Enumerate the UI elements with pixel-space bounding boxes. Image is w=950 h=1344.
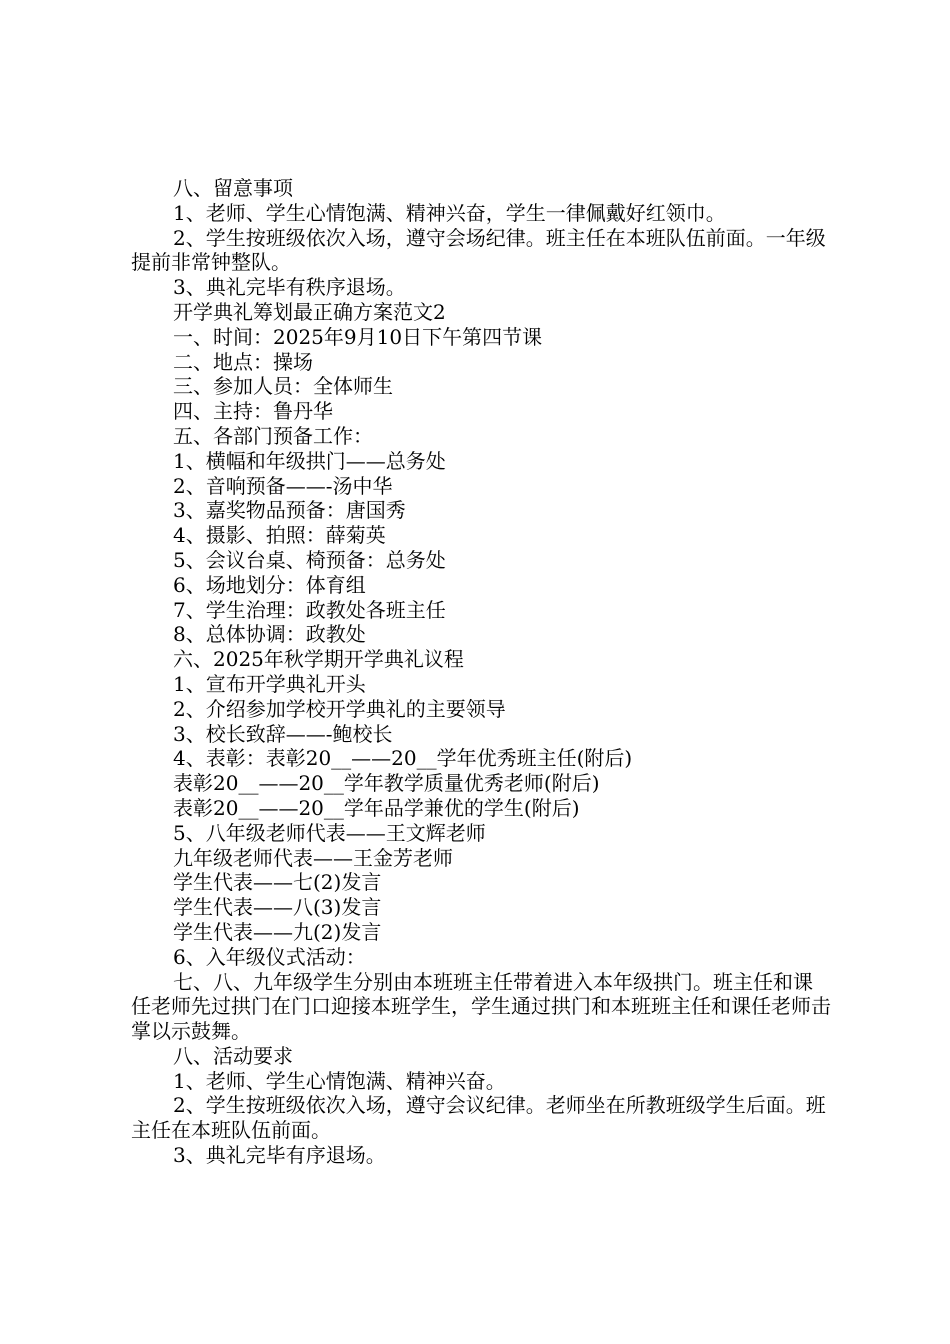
agenda-item-4-sub-2: 表彰20__——20__学年品学兼优的学生(附后) — [173, 795, 580, 820]
requirement-item-3: 3、典礼完毕有序退场。 — [173, 1143, 386, 1168]
section-time: 一、时间：2025年9月10日下午第四节课 — [173, 324, 543, 349]
note-item-1: 1、老师、学生心情饱满、精神兴奋，学生一律佩戴好红领巾。 — [173, 200, 726, 225]
section-preparation: 五、各部门预备工作： — [173, 423, 373, 448]
agenda-item-5-sub-4: 学生代表——九(2)发言 — [173, 919, 382, 944]
document-page — [131, 176, 831, 1168]
agenda-item-3: 3、校长致辞——-鲍校长 — [173, 721, 393, 746]
prep-item-6: 6、场地划分：体育组 — [173, 572, 366, 597]
document-subtitle: 开学典礼筹划最正确方案范文2 — [173, 299, 446, 324]
prep-item-7: 7、学生治理：政教处各班主任 — [173, 597, 446, 622]
note-item-3: 3、典礼完毕有秩序退场。 — [173, 275, 406, 300]
prep-item-5: 5、会议台桌、椅预备：总务处 — [173, 547, 446, 572]
requirement-item-1: 1、老师、学生心情饱满、精神兴奋。 — [173, 1068, 506, 1093]
agenda-item-5: 5、八年级老师代表——王文辉老师 — [173, 820, 486, 845]
prep-item-4: 4、摄影、拍照：薛菊英 — [173, 523, 386, 548]
agenda-item-5-sub-3: 学生代表——八(3)发言 — [173, 895, 382, 920]
section-requirements: 八、活动要求 — [173, 1043, 293, 1068]
prep-item-1: 1、横幅和年级拱门——总务处 — [173, 448, 446, 473]
agenda-item-1: 1、宣布开学典礼开头 — [173, 671, 366, 696]
prep-item-3: 3、嘉奖物品预备：唐国秀 — [173, 498, 406, 523]
prep-item-2: 2、音响预备——-汤中华 — [173, 473, 393, 498]
agenda-item-4-sub-1: 表彰20__——20__学年教学质量优秀老师(附后) — [173, 771, 600, 796]
section-agenda: 六、2025年秋学期开学典礼议程 — [173, 647, 464, 672]
prep-item-8: 8、总体协调：政教处 — [173, 622, 366, 647]
agenda-item-6: 6、入年级仪式活动： — [173, 944, 366, 969]
section-host: 四、主持：鲁丹华 — [173, 399, 333, 424]
requirement-item-2: 2、学生按班级依次入场，遵守会议纪律。老师坐在所教班级学生后面。班主任在本班队伍前面。 — [131, 1093, 826, 1143]
agenda-item-4: 4、表彰：表彰20__——20__学年优秀班主任(附后) — [173, 746, 633, 771]
agenda-item-5-sub-2: 学生代表——七(2)发言 — [173, 870, 382, 895]
agenda-item-2: 2、介绍参加学校开学典礼的主要领导 — [173, 696, 506, 721]
section-participants: 三、参加人员：全体师生 — [173, 374, 393, 399]
section-ceremony-procession: 七、八、九年级学生分别由本班班主任带着进入本年级拱门。班主任和课任老师先过拱门在门口迎接本班学生，学生通过拱门和本班班主任和课任老师击掌以示鼓舞。 — [131, 969, 831, 1044]
agenda-item-5-sub-1: 九年级老师代表——王金芳老师 — [173, 845, 453, 870]
section-location: 二、地点：操场 — [173, 349, 313, 374]
section-heading-notes: 八、留意事项 — [173, 176, 293, 200]
note-item-2: 2、学生按班级依次入场，遵守会场纪律。班主任在本班队伍前面。一年级提前非常钟整队。 — [131, 225, 826, 275]
